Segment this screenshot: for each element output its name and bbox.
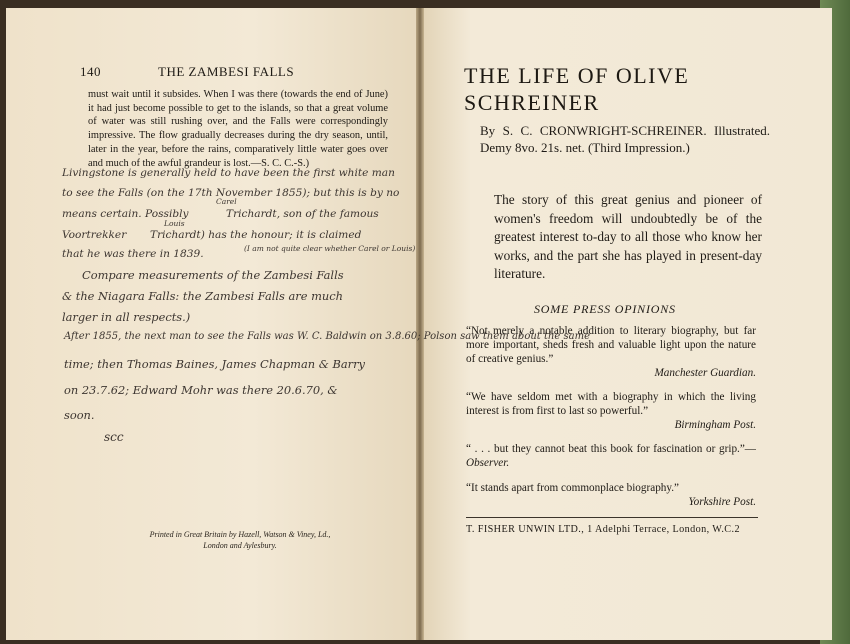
printer-imprint bbox=[120, 529, 360, 551]
quote-text: “Not merely a notable addition to literary biography, but far more important, sheds fresh and valuable light upon the nature of creative genius.” bbox=[466, 325, 756, 365]
running-title: THE ZAMBESI FALLS bbox=[158, 64, 295, 79]
handwritten-line: that he was there in 1839. bbox=[62, 248, 204, 260]
page-number: 140 bbox=[80, 64, 101, 79]
printer-line: London and Aylesbury. bbox=[203, 541, 277, 550]
press-quote bbox=[466, 442, 756, 470]
press-quote bbox=[466, 481, 756, 509]
handwritten-line: Livingstone is generally held to have been the first white man bbox=[62, 167, 395, 179]
handwritten-line: to see the Falls (on the 17th November 1855); but this is by no bbox=[62, 187, 400, 199]
printed-paragraph: must wait until it subsides. When I was there (towards the end of June) it had just become possible to get to the islands, so that a great volume of water was still rushing over, and the Falls were correspondingly impressive. The flow gradually decreases during the dry season, until, later in the year, before the rains, comparatively little water goes over and much of the awful grandeur is lost.—S. C. C.-S.) bbox=[88, 89, 388, 169]
handwritten-line: After 1855, the next man to see the Falls was W. C. Baldwin on 3.8.60; Polson saw them about the same bbox=[64, 331, 591, 342]
divider-rule bbox=[466, 517, 758, 518]
handwritten-line: & the Niagara Falls: the Zambesi Falls are much bbox=[62, 289, 343, 303]
press-quote bbox=[466, 324, 756, 380]
book-title-line: SCHREINER bbox=[464, 90, 600, 115]
handwritten-line: larger in all respects.) bbox=[62, 310, 191, 324]
author-info: By S. C. CRONWRIGHT-SCHREINER. Illustrated. Demy 8vo. 21s. net. (Third Impression.) bbox=[480, 123, 770, 155]
handwritten-initials: scc bbox=[104, 430, 124, 444]
handwritten-insertion: Carel bbox=[216, 197, 237, 206]
book-title bbox=[464, 62, 804, 116]
publisher-line: T. FISHER UNWIN LTD., 1 Adelphi Terrace, London, W.C.2 bbox=[466, 524, 740, 535]
handwritten-aside: (I am not quite clear whether Carel or Louis) bbox=[244, 244, 416, 253]
handwritten-line: Trichardt, son of the famous bbox=[226, 208, 379, 220]
quote-text: “ . . . but they cannot beat this book for fascination or grip.”— bbox=[466, 443, 756, 455]
handwritten-line: Trichardt) has the honour; it is claimed bbox=[150, 229, 362, 241]
handwritten-insertion: Louis bbox=[164, 219, 185, 228]
handwritten-line: soon. bbox=[64, 408, 95, 422]
handwritten-line: Compare measurements of the Zambesi Falls bbox=[82, 268, 344, 282]
quote-source: Manchester Guardian. bbox=[654, 367, 756, 379]
printer-line: Printed in Great Britain by Hazell, Watson & Viney, Ld., bbox=[149, 530, 331, 539]
press-heading: SOME PRESS OPINIONS bbox=[534, 302, 676, 316]
book-description: The story of this great genius and pioneer of women's freedom will undoubtedly be of the greatest interest to-day to all those who know her works, and the part she has played in present-day literature. bbox=[494, 192, 762, 281]
press-quote bbox=[466, 390, 756, 432]
handwritten-line: means certain. Possibly bbox=[62, 208, 189, 220]
quote-source: Observer. bbox=[466, 457, 510, 469]
handwritten-line: on 23.7.62; Edward Mohr was there 20.6.70, & bbox=[64, 383, 338, 397]
quote-source: Birmingham Post. bbox=[674, 419, 756, 431]
quote-source: Yorkshire Post. bbox=[688, 496, 756, 508]
quote-text: “It stands apart from commonplace biography.” bbox=[466, 482, 680, 494]
book-gutter bbox=[416, 8, 424, 640]
quote-text: “We have seldom met with a biography in which the living interest is from first to last so powerful.” bbox=[466, 391, 756, 417]
handwritten-line: time; then Thomas Baines, James Chapman & Barry bbox=[64, 357, 365, 371]
book-title-line: THE LIFE OF OLIVE bbox=[464, 63, 690, 88]
handwritten-line: Voortrekker bbox=[62, 229, 127, 241]
